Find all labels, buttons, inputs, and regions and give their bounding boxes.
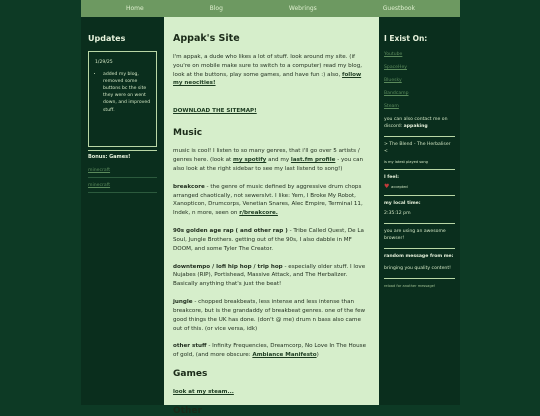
game-link-minecraft-2[interactable]: minecraft [88,181,157,193]
update-item: • added my blog, removed some buttons bc the site they were on went down, and improved stuff. [103,71,151,114]
breakcore-subreddit-link[interactable]: r/breakcore. [239,210,278,217]
top-nav [81,0,460,17]
genre-text: - chopped breakbeats, less intense and less intense than breakcore, but is the grandaddy of breakbeat genres. one of the few good things the UK has done. (don't @ me) drum n bass also came out of this. (or vice versa, idk) [173,299,366,332]
divider [384,223,455,224]
genre-text: - Infinity Frequencies, Dreamcorp, No Love In The House of gold, (and more obscure: [173,343,367,359]
exist-on-heading: I Exist On: [384,34,428,43]
bonus-games-heading: Bonus: Games! [88,154,131,160]
latest-song-caption: is my latest played song [384,159,428,164]
latest-song: > The Blend - The Herbaliser < [384,141,451,154]
update-date: 1/29/25 [95,60,113,65]
spotify-link[interactable]: my spotify [233,157,267,164]
nav-guestbook-link[interactable]: Guestbook [382,5,416,12]
discord-username: appaking [403,123,428,129]
discord-contact [384,117,455,131]
other-heading: Other [173,405,202,416]
divider [384,169,455,170]
heart-icon: ♥ [384,183,390,191]
genre-jungle [173,298,371,333]
genre-other [173,342,371,360]
genre-90s-rap [173,227,371,253]
steam-link[interactable]: look at my steam... [173,389,234,396]
genre-name: downtempo / lofi hip hop / trip hop [173,263,283,270]
divider [384,195,455,196]
genre-name: jungle [173,299,193,306]
divider [88,150,157,151]
genre-text: - especially older stuff. I love Nujabes (RIP), Portishead, Massive Attack, and The Herbalizer. Basically anything that's just the beat! [173,263,366,288]
social-link-bluesky[interactable]: Bluesky [384,78,402,83]
music-intro [173,147,371,173]
genre-name: 90s golden age rap ( and other rap ) [173,228,288,235]
feel-label: I feel: [384,174,399,180]
social-link-spacehey[interactable]: SpaceHey [384,65,407,70]
music-intro-text: - you can also look at the right sidebar to see my last listend to song!) [173,157,364,172]
games-heading: Games [173,369,208,380]
random-message-value: bringing you quality content! [384,265,451,271]
ambiance-manifesto-link[interactable]: Ambiance Manifesto [252,352,317,359]
main-content[interactable] [164,17,379,416]
local-time-label: my local time: [384,201,421,207]
divider [384,248,455,249]
local-time-value: 2:35:12 pm [384,211,411,217]
intro-paragraph [173,53,371,88]
sitemap-download-link[interactable]: DOWNLOAD THE SITEMAP! [173,108,257,115]
genre-name: other stuff [173,343,207,350]
game-link-minecraft-1[interactable]: minecraft [88,166,157,178]
social-link-youtube[interactable]: Youtube [384,52,403,57]
music-intro-text: music is cool! I listen to so many genres, that i'll go over 5 artists / genres here. (look at [173,148,360,164]
updates-heading: Updates [88,34,126,43]
neocities-follow-link[interactable]: follow my neocities! [173,71,362,87]
music-intro-text: and my [268,157,290,164]
social-link-bandcamp[interactable]: Bandcamp [384,91,409,96]
intro-text: I'm appak, a dude who likes a lot of stuff. look around my site. (if you're on mobile make sure to switch to a computer) read my blog, look at the buttons, play some games, and have fun :) also, [173,54,363,78]
social-link-steam[interactable]: Steam [384,104,399,109]
left-sidebar [81,17,164,405]
genre-text: - the genre of music defined by aggressive drum chops arranged chaotically, not sewerslvt. I like: Yem, I Broke My Robot, Xanopticon, Drumcorps, Venetian Snares, Alec Empire, Terminal 11, Indek, n more, seen on [173,183,363,217]
feel-status [384,184,455,190]
genre-text-end: ) [316,352,319,359]
genre-name: breakcore [173,183,205,190]
nav-blog-link[interactable]: Blog [209,5,223,12]
games-paragraph [173,388,371,397]
nav-home-link[interactable]: Home [125,5,144,12]
right-sidebar [379,17,460,405]
reload-hint: reload for another message! [384,283,436,288]
nav-webrings-link[interactable]: Webrings [288,5,317,12]
updates-list [95,71,151,114]
music-heading: Music [173,128,203,139]
browser-message: you are using an awesome browser! [384,229,446,242]
genre-downtempo [173,263,371,289]
discord-text: you can also contact me on discord: [384,117,448,129]
genre-text: - Tribe Called Quest, De La Soul, Jungle Brothers. getting out of the 90s, I also dabble in MF DOOM, and some Tyler The Creator. [173,228,364,252]
divider [384,136,455,137]
updates-box[interactable] [88,51,157,147]
page-title: Appak's Site [173,33,240,44]
random-message-label: random message from me: [384,254,454,260]
lastfm-link[interactable]: last.fm profile [290,157,336,164]
genre-breakcore [173,183,371,218]
divider [384,278,455,279]
feel-value: accepted [391,185,408,190]
